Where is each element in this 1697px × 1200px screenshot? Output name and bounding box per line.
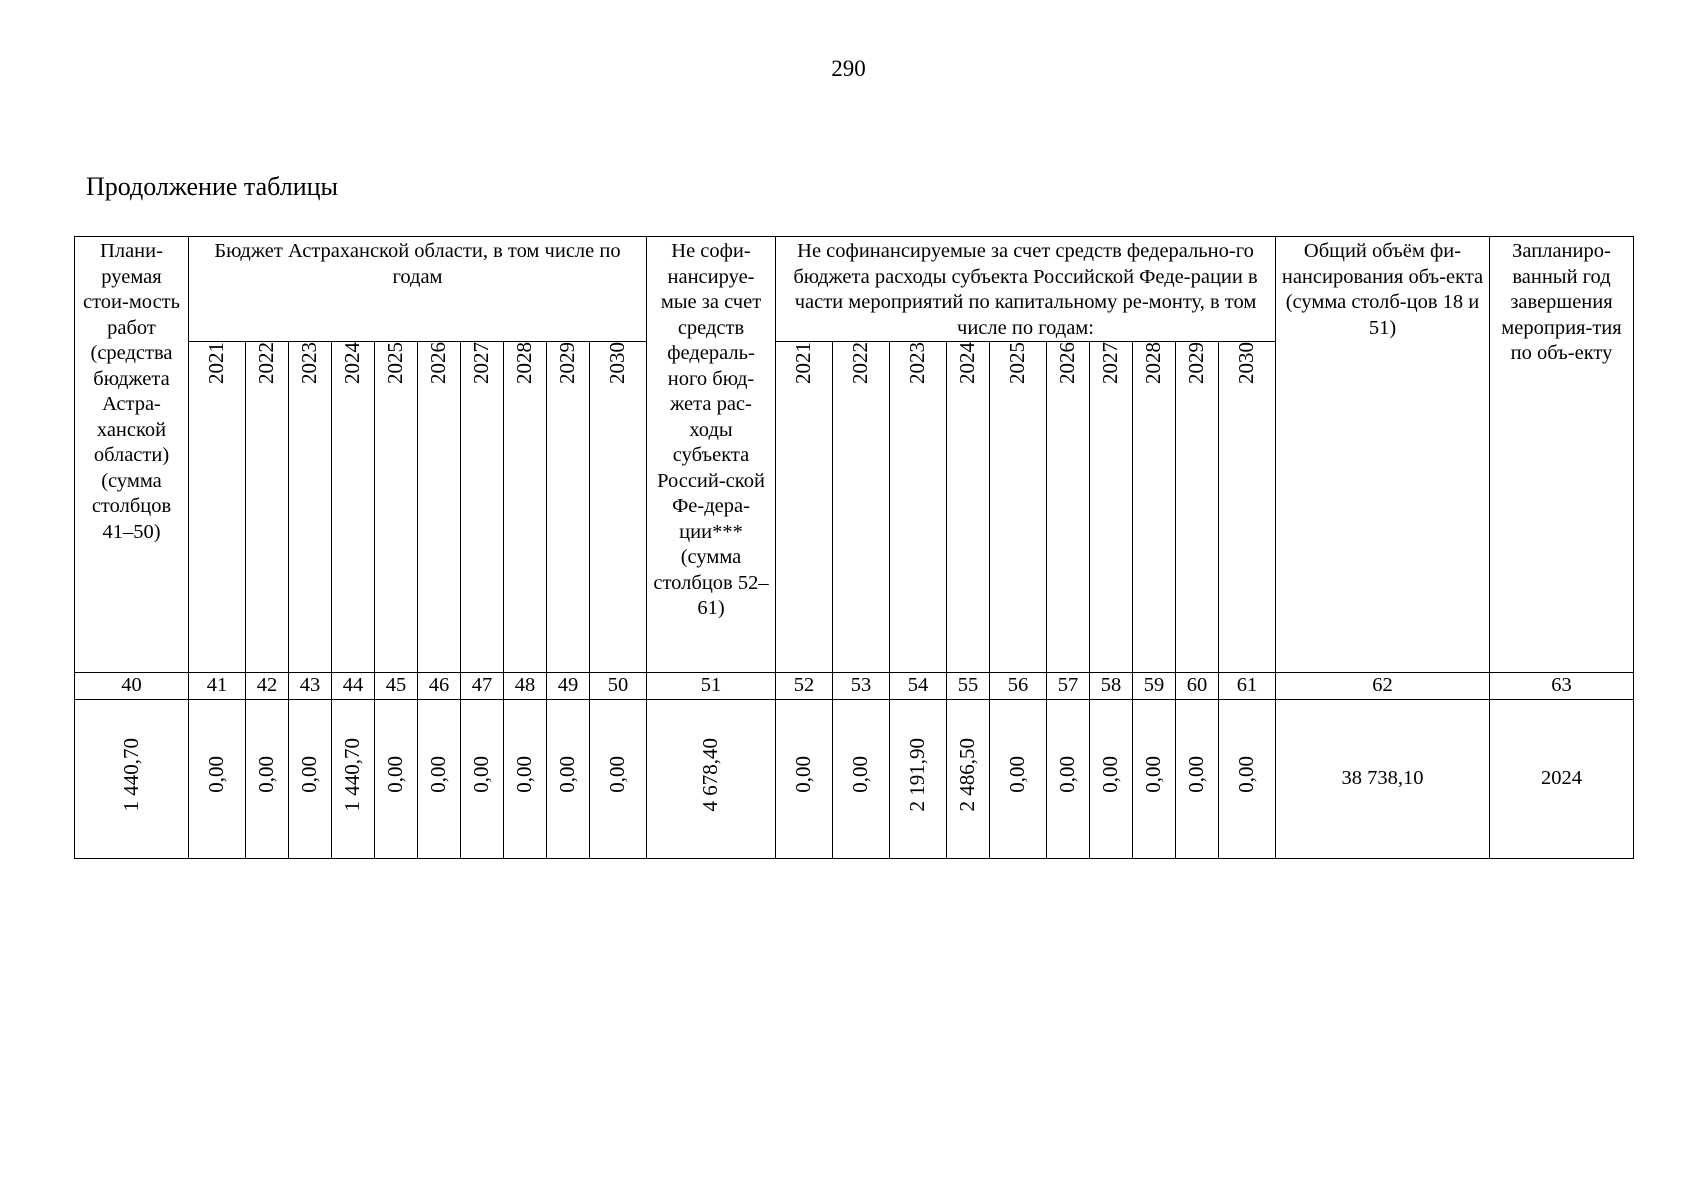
header-total-volume: Общий объём фи-нансирования объ-екта (сумма столб-цов 18 и 51): [1276, 237, 1490, 673]
regional-year-header: 2028: [504, 342, 547, 673]
regional-year-header: 2023: [289, 342, 332, 673]
regional-year-value: 0,00: [418, 699, 461, 858]
capital-year-header: 2025: [990, 342, 1047, 673]
column-number: 61: [1219, 673, 1276, 700]
column-number: 58: [1090, 673, 1133, 700]
header-not-cofinanced-capital: Не софинансируемые за счет средств федерально-го бюджета расходы субъекта Российской Феде-рации в части мероприятий по капитальному ре-монту, в том числе по годам:: [776, 237, 1276, 342]
table-caption: Продолжение таблицы: [86, 172, 338, 201]
regional-year-value: 0,00: [375, 699, 418, 858]
capital-year-value: 0,00: [990, 699, 1047, 858]
column-number: 62: [1276, 673, 1490, 700]
column-number: 51: [647, 673, 776, 700]
capital-year-value: 0,00: [1090, 699, 1133, 858]
column-number: 60: [1176, 673, 1219, 700]
column-number: 43: [289, 673, 332, 700]
capital-year-value: 0,00: [1047, 699, 1090, 858]
regional-year-header: 2027: [461, 342, 504, 673]
planned-cost-value: 1 440,70: [75, 699, 189, 858]
capital-year-value: 0,00: [1133, 699, 1176, 858]
header-planned-cost: Плани-руемая стои-мость работ (средства бюджета Астра-ханской области) (сумма столбцов 41–50): [75, 237, 189, 673]
regional-year-header: 2021: [189, 342, 246, 673]
column-number: 42: [246, 673, 289, 700]
column-number-row: [75, 673, 1634, 700]
capital-year-header: 2027: [1090, 342, 1133, 673]
capital-year-value: 0,00: [1219, 699, 1276, 858]
table-row: [75, 699, 1634, 858]
column-number: 45: [375, 673, 418, 700]
column-number: 47: [461, 673, 504, 700]
regional-year-value: 0,00: [461, 699, 504, 858]
regional-year-value: 0,00: [590, 699, 647, 858]
not-cofinanced-total-value: 4 678,40: [647, 699, 776, 858]
column-number: 54: [890, 673, 947, 700]
capital-year-value: 2 191,90: [890, 699, 947, 858]
column-number: 56: [990, 673, 1047, 700]
regional-year-header: 2026: [418, 342, 461, 673]
capital-year-header: 2029: [1176, 342, 1219, 673]
capital-year-value: 0,00: [1176, 699, 1219, 858]
regional-year-header: 2025: [375, 342, 418, 673]
header-not-cofinanced-total: Не софи-нансируе-мые за счет средств федераль-ного бюд-жета рас-ходы субъекта Россий-ской Фе-дера-ции*** (сумма столбцов 52–61): [647, 237, 776, 673]
capital-year-header: 2022: [833, 342, 890, 673]
regional-year-value: 0,00: [289, 699, 332, 858]
regional-year-header: 2022: [246, 342, 289, 673]
column-number: 63: [1490, 673, 1634, 700]
column-number: 44: [332, 673, 375, 700]
column-number: 40: [75, 673, 189, 700]
column-number: 41: [189, 673, 246, 700]
column-number: 52: [776, 673, 833, 700]
capital-year-header: 2026: [1047, 342, 1090, 673]
capital-year-header: 2021: [776, 342, 833, 673]
column-number: 49: [547, 673, 590, 700]
header-planned-year: Запланиро-ванный год завершения мероприя-тия по объ-екту: [1490, 237, 1634, 673]
capital-year-header: 2023: [890, 342, 947, 673]
planned-year-value: 2024: [1490, 699, 1634, 858]
page-number: 290: [831, 56, 866, 81]
regional-year-header: 2024: [332, 342, 375, 673]
regional-year-value: 0,00: [547, 699, 590, 858]
header-regional-budget: Бюджет Астраханской области, в том числе по годам: [189, 237, 647, 342]
capital-year-value: 0,00: [833, 699, 890, 858]
regional-year-value: 0,00: [189, 699, 246, 858]
column-number: 50: [590, 673, 647, 700]
column-number: 46: [418, 673, 461, 700]
regional-year-value: 0,00: [246, 699, 289, 858]
column-number: 59: [1133, 673, 1176, 700]
column-number: 48: [504, 673, 547, 700]
total-volume-value: 38 738,10: [1276, 699, 1490, 858]
column-number: 53: [833, 673, 890, 700]
regional-year-header: 2030: [590, 342, 647, 673]
capital-year-value: 0,00: [776, 699, 833, 858]
capital-year-header: 2028: [1133, 342, 1176, 673]
regional-year-value: 1 440,70: [332, 699, 375, 858]
column-number: 57: [1047, 673, 1090, 700]
regional-year-header: 2029: [547, 342, 590, 673]
capital-year-value: 2 486,50: [947, 699, 990, 858]
column-number: 55: [947, 673, 990, 700]
capital-year-header: 2024: [947, 342, 990, 673]
regional-year-value: 0,00: [504, 699, 547, 858]
capital-year-header: 2030: [1219, 342, 1276, 673]
financing-table: [74, 236, 1634, 859]
